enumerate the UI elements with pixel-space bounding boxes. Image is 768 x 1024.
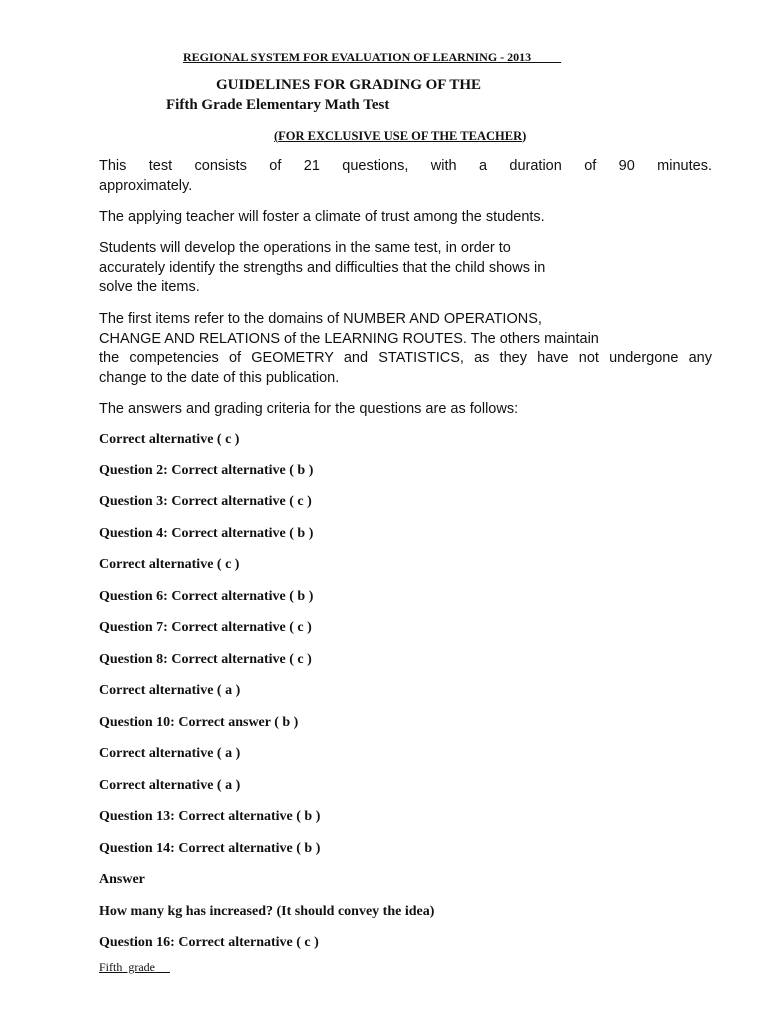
exclusive-use-text: FOR EXCLUSIVE USE OF THE TEACHER (278, 129, 523, 143)
paragraph-line: CHANGE AND RELATIONS of the LEARNING ROUTES. The others maintain (99, 330, 599, 347)
answer-item: Correct alternative ( c ) (99, 557, 240, 572)
paragraph-line: change to the date of this publication. (99, 369, 340, 386)
exclusive-close-paren: ) (522, 129, 527, 143)
paragraph-line: the competencies of GEOMETRY and STATISTICS, as they have not undergone any (99, 350, 712, 366)
paragraph-teacher-climate (99, 208, 545, 228)
answer-item: How many kg has increased? (It should convey the idea) (99, 904, 435, 919)
answer-item: Answer (99, 872, 145, 887)
paragraph-operations (99, 239, 545, 298)
answer-item: Correct alternative ( c ) (99, 432, 240, 447)
paragraph-line: accurately identify the strengths and difficulties that the child shows in (99, 259, 546, 276)
answer-item: Question 10: Correct answer ( b ) (99, 715, 299, 730)
answer-item: Question 2: Correct alternative ( b ) (99, 463, 314, 478)
paragraph-line: The first items refer to the domains of NUMBER AND OPERATIONS, (99, 311, 542, 327)
answer-item: Question 7: Correct alternative ( c ) (99, 620, 312, 635)
answer-item: Question 3: Correct alternative ( c ) (99, 494, 312, 509)
paragraph-line: The answers and grading criteria for the questions are as follows: (99, 401, 519, 417)
paragraph-line: The applying teacher will foster a climate of trust among the students. (99, 209, 545, 225)
answer-item: Correct alternative ( a ) (99, 683, 241, 698)
answer-item: Correct alternative ( a ) (99, 778, 241, 793)
guidelines-title: GUIDELINES FOR GRADING OF THE (216, 77, 482, 93)
paragraph-answers-intro (99, 400, 518, 420)
exclusive-open-paren: ( (274, 129, 279, 143)
paragraph-line: Students will develop the operations in the same test, in order to (99, 240, 511, 256)
paragraph-line: solve the items. (99, 279, 200, 295)
paragraph-line: approximately. (99, 177, 193, 194)
paragraph-domains (99, 310, 712, 388)
answer-item: Question 14: Correct alternative ( b ) (99, 841, 321, 856)
answer-item: Question 4: Correct alternative ( b ) (99, 526, 314, 541)
paragraph-line: This test consists of 21 questions, with a duration of 90 minutes. (99, 158, 712, 174)
answer-item: Question 6: Correct alternative ( b ) (99, 589, 314, 604)
test-name: Fifth Grade Elementary Math Test (166, 97, 390, 113)
answer-item: Question 16: Correct alternative ( c ) (99, 935, 319, 950)
answer-item: Correct alternative ( a ) (99, 746, 241, 761)
exclusive-use-note (274, 129, 526, 144)
system-title: REGIONAL SYSTEM FOR EVALUATION OF LEARNING - 2013 (183, 50, 562, 64)
answer-item: Question 13: Correct alternative ( b ) (99, 809, 321, 824)
answer-item: Question 8: Correct alternative ( c ) (99, 652, 312, 667)
paragraph-test-info (99, 157, 712, 196)
page-footer: Fifth grade (99, 960, 170, 974)
